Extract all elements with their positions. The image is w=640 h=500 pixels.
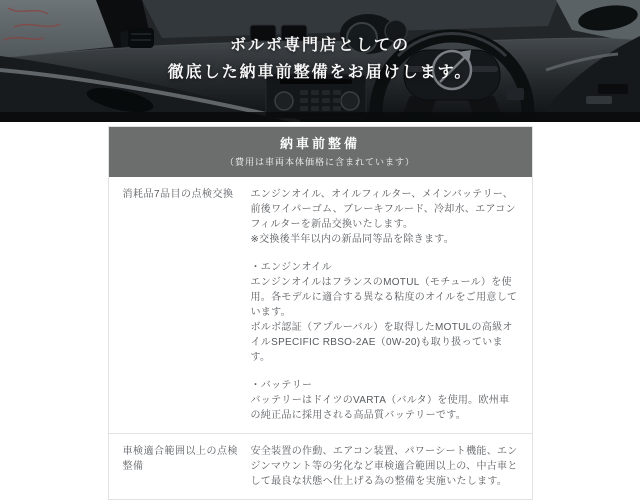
row-consumables-content — [251, 187, 520, 423]
paragraph-engine-oil-heading: ・エンジンオイル — [250, 262, 332, 273]
paragraph-inspection-detail: 安全装置の作動、エアコン装置、パワーシート機能、エンジンマウント等の劣化など車検適合範囲以上の、中古車として最良な状態へ仕上げる為の整備を実施いたします。 — [250, 446, 518, 487]
paragraph-engine-oil-detail: エンジンオイルはフランスのMOTUL（モチュール）を使用。各モデルに適合する異なる粘度のオイルをご用意しています。 — [250, 277, 518, 318]
card-title: 納車前整備 — [279, 136, 360, 151]
maintenance-card — [108, 126, 533, 500]
paragraph-replacement-items: エンジンオイル、オイルフィルター、メインバッテリー、前後ワイパーゴム、ブレーキフルード、冷却水、エアコンフィルターを新品交換いたします。 — [250, 189, 516, 230]
row-inspection — [109, 433, 532, 499]
row-consumables — [109, 177, 532, 433]
hero-caption-line1: ボルボ専門店としての — [229, 37, 410, 54]
card-subtitle: （費用は車両本体価格に含まれています） — [224, 157, 415, 167]
row-consumables-label: 消耗品7品目の点検交換 — [122, 189, 234, 200]
card-header — [109, 127, 532, 177]
paragraph-engine-oil-approval: ボルボ認証（アプルーバル）を取得したMOTULの高級オイルSPECIFIC RBSO-2AE（0W-20)も取り扱っています。 — [250, 322, 513, 363]
paragraph-replacement-note: ※交換後半年以内の新品同等品を除きます。 — [250, 234, 455, 245]
paragraph-battery-detail: バッテリーはドイツのVARTA（バルタ）を使用。欧州車の純正品に採用される高品質バッテリーです。 — [250, 395, 510, 421]
car-interior-photo — [0, 0, 640, 122]
row-inspection-label: 車検適合範囲以上の点検整備 — [122, 446, 238, 472]
hero-caption-line2: 徹底した納車前整備をお届けします。 — [167, 64, 473, 81]
hero-banner — [0, 0, 640, 122]
row-inspection-content — [251, 444, 520, 489]
paragraph-battery-heading: ・バッテリー — [250, 380, 313, 391]
